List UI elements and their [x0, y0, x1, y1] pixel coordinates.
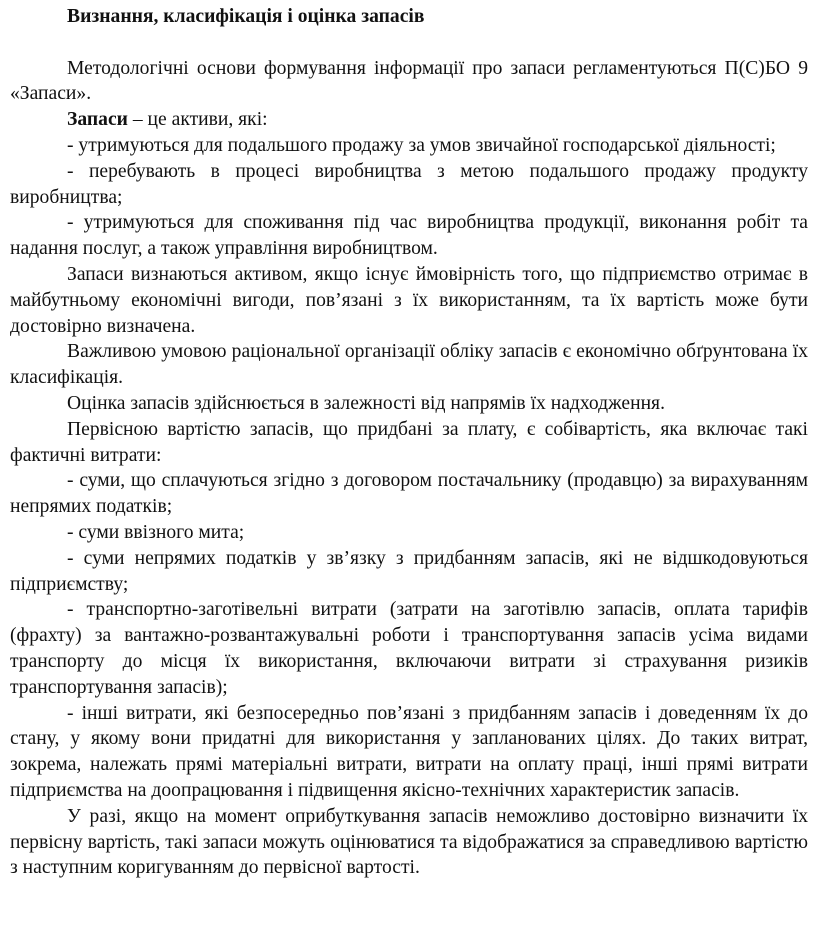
list-item-supplier-sums: - суми, що сплачуються згідно з договором постачальнику (продавцю) за вирахуванням непрямих податків; — [10, 470, 808, 518]
paragraph-classification: Важливою умовою раціональної організації обліку запасів є економічно обґрунтована їх класифікація. — [10, 341, 808, 389]
definition-term: Запаси — [67, 109, 128, 131]
list-item-in-production: - перебувають в процесі виробництва з метою подальшого продажу продукту виробництва; — [10, 160, 808, 208]
paragraph-intro: Методологічні основи формування інформації про запаси регламентуються П(С)БО 9 «Запаси». — [10, 57, 808, 105]
document-title: Визнання, класифікація і оцінка запасів — [67, 6, 425, 27]
document-page — [10, 4, 808, 881]
paragraph-recognition: Запаси визнаються активом, якщо існує ймовірність того, що підприємство отримає в майбутньому економічні вигоди, пов’язані з їх використанням, та їх вартість може бути достовірно визначена. — [10, 263, 808, 337]
list-item-other-costs: - інші витрати, які безпосередньо пов’язані з придбанням запасів і доведенням їх до стану, у якому вони придатні для використання у запланованих цілях. До таких витрат, зокрема, належать прямі матеріальні витрати, витрати на оплату праці, інші прямі витрати підприємства на доопрацювання і підвищення якісно-технічних характеристик запасів. — [10, 702, 808, 801]
list-item-for-sale: - утримуються для подальшого продажу за умов звичайної господарської діяльності; — [67, 134, 776, 156]
paragraph-valuation: Оцінка запасів здійснюється в залежності від напрямів їх надходження. — [67, 392, 665, 414]
paragraph-definition — [10, 107, 808, 133]
list-item-for-consumption: - утримуються для споживання під час виробництва продукції, виконання робіт та надання послуг, а також управління виробництвом. — [10, 212, 808, 260]
paragraph-initial-cost: Первісною вартістю запасів, що придбані за плату, є собівартість, яка включає такі фактичні витрати: — [10, 418, 808, 466]
list-item-indirect-taxes: - суми непрямих податків у зв’язку з придбанням запасів, які не відшкодовуються підприємству; — [10, 547, 808, 595]
paragraph-fair-value: У разі, якщо на момент оприбуткування запасів неможливо достовірно визначити їх первісну вартість, такі запаси можуть оцінюватися та відображатися за справедливою вартістю з наступним коригуванням до первісної вартості. — [10, 805, 808, 879]
list-item-transport-costs: - транспортно-заготівельні витрати (затрати на заготівлю запасів, оплата тарифів (фрахту) за вантажно-розвантажувальні роботи і транспортування запасів усіма видами транспорту до місця їх використання, включаючи витрати зі страхування ризиків транспортування запасів); — [10, 599, 808, 698]
list-item-import-duty: - суми ввізного мита; — [67, 521, 245, 543]
definition-text: – це активи, які: — [127, 109, 268, 131]
